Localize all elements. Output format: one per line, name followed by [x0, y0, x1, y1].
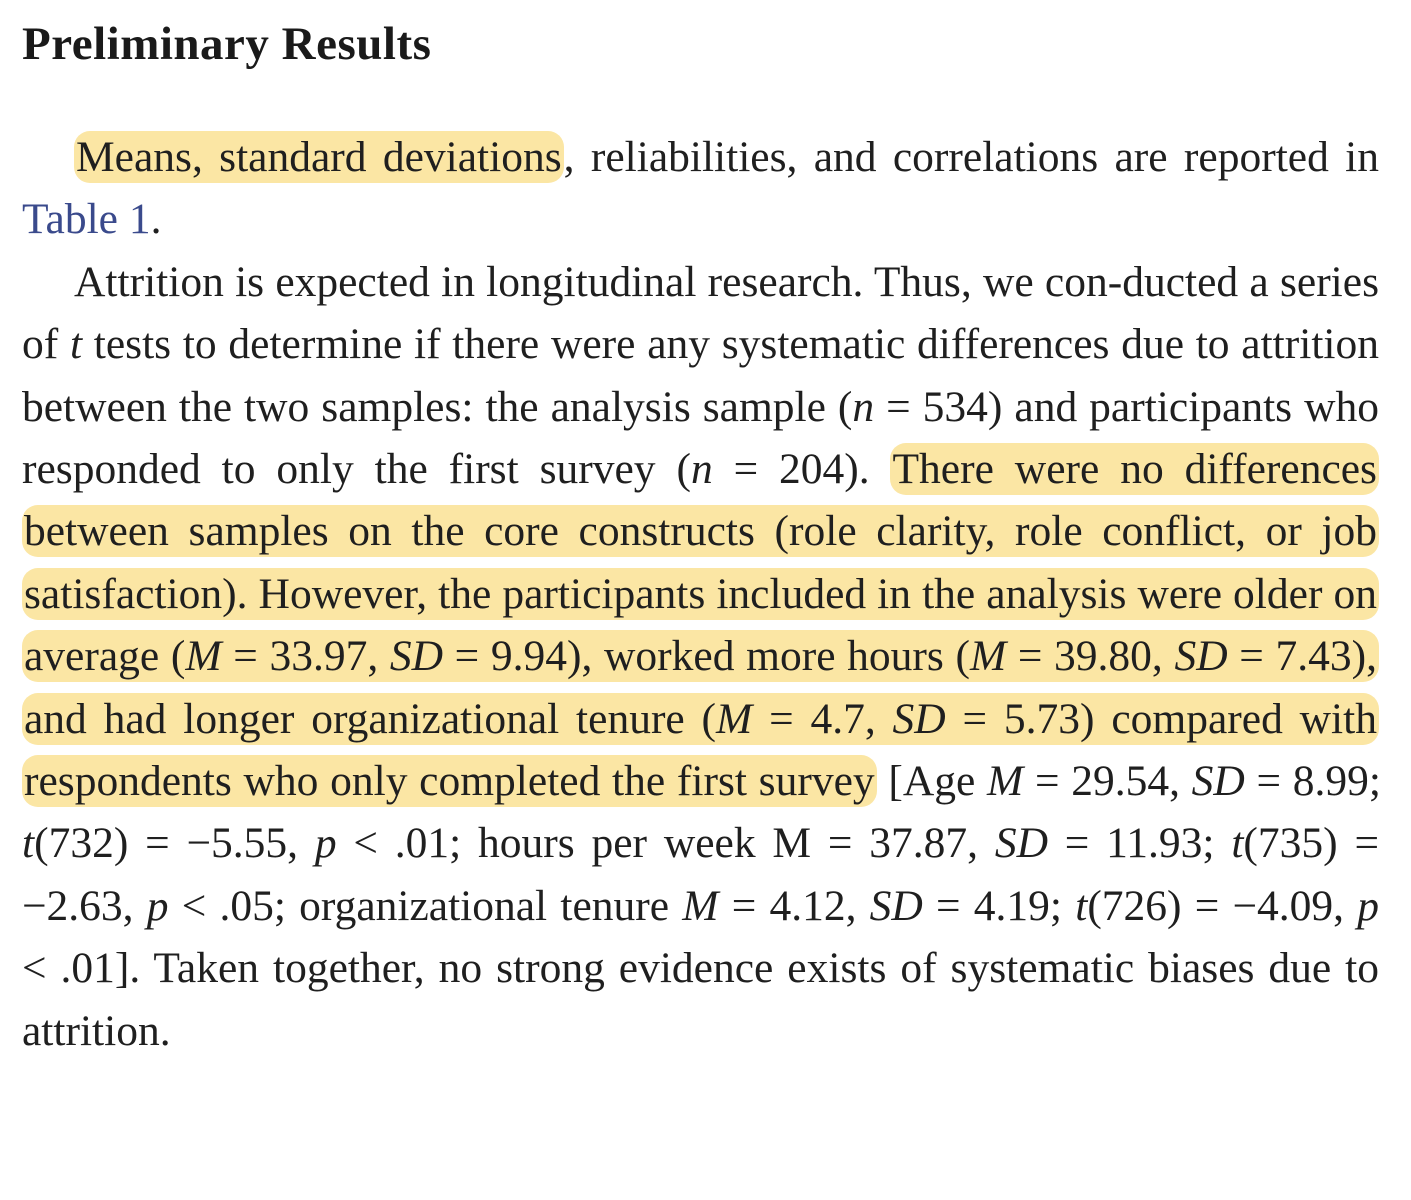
paragraph-1-end: .: [150, 195, 162, 244]
stat-symbol: M: [682, 881, 719, 930]
paragraph-2-text: = 4.12,: [718, 881, 870, 930]
body-text: [22, 126, 1379, 1062]
stat-symbol: SD: [1191, 757, 1245, 806]
table-1-link[interactable]: Table 1: [22, 195, 151, 244]
highlight-segment: There were no differences between samples on the core constructs (role clarity, role conflict, or job satisfaction). However, the participants included in the analysis were older on average (: [24, 445, 1377, 681]
highlighted-text[interactable]: Means, standard deviations: [76, 133, 562, 181]
paragraph-2-text: (726) = −4.09,: [1087, 881, 1358, 930]
stat-symbol: SD: [1174, 632, 1228, 681]
stat-symbol: M: [185, 632, 222, 681]
stat-symbol: p: [1357, 881, 1379, 930]
highlight-segment: = 9.94), worked more hours (: [443, 632, 970, 681]
paragraph-2-text: < .05; organizational tenure: [168, 881, 683, 930]
stat-symbol: t: [22, 819, 35, 868]
highlighted-text[interactable]: [22, 443, 1379, 807]
paragraph-1-text: , reliabilities, and correlations are reported in: [563, 133, 1379, 181]
stat-symbol: M: [716, 694, 753, 743]
paragraph-2-text: < .01]. Taken together, no strong evidence exists of systematic biases due to attrition.: [22, 944, 1379, 1055]
section-heading: Preliminary Results: [22, 18, 432, 70]
paragraph-2-text: = 204).: [712, 445, 891, 494]
paragraph-2-text: [Age: [876, 757, 988, 806]
stat-symbol: SD: [869, 881, 923, 930]
stat-symbol: p: [314, 819, 337, 868]
stat-symbol: SD: [994, 819, 1048, 868]
highlight-segment: = 5.73) compared with respondents who only completed the first survey: [24, 694, 1377, 806]
stat-symbol: t: [69, 320, 83, 369]
paragraph-2-text: (735) = −2.63,: [22, 819, 1379, 930]
paragraph-2-text: tests to determine if there were any systematic differences due to attrition between the two samples: the analysis sample (: [22, 320, 1379, 431]
stat-symbol: M: [969, 632, 1007, 681]
paragraph-2-text: Attrition is expected in longitudinal research. Thus, we con-ducted a series of: [22, 257, 1379, 369]
paragraph-2-text: = 4.19;: [922, 881, 1076, 930]
stat-symbol: n: [690, 445, 713, 494]
paragraph-2-text: = 534) and participants who responded to only the first survey (: [22, 382, 1380, 494]
stat-symbol: t: [1075, 881, 1088, 930]
paragraph-1: [22, 126, 1379, 251]
stat-symbol: SD: [892, 694, 946, 743]
highlight-segment: = 33.97,: [221, 632, 390, 681]
paragraph-2-text: < .01; hours per week M = 37.87,: [336, 819, 995, 868]
paragraph-2-text: = 8.99;: [1244, 757, 1381, 806]
stat-symbol: n: [852, 382, 875, 431]
stat-symbol: t: [1231, 819, 1244, 868]
stat-symbol: M: [987, 757, 1024, 806]
highlight-segment: = 4.7,: [752, 694, 893, 743]
paragraph-2: [22, 251, 1379, 1062]
paragraph-2-text: = 11.93;: [1048, 819, 1232, 868]
stat-symbol: p: [146, 881, 169, 930]
highlight-segment: = 39.80,: [1006, 632, 1175, 681]
paragraph-2-text: (732) = −5.55,: [34, 819, 315, 868]
paragraph-2-text: = 29.54,: [1023, 757, 1192, 806]
stat-symbol: SD: [389, 632, 444, 681]
highlight-segment: = 7.43), and had longer organizational tenure (: [24, 632, 1377, 743]
